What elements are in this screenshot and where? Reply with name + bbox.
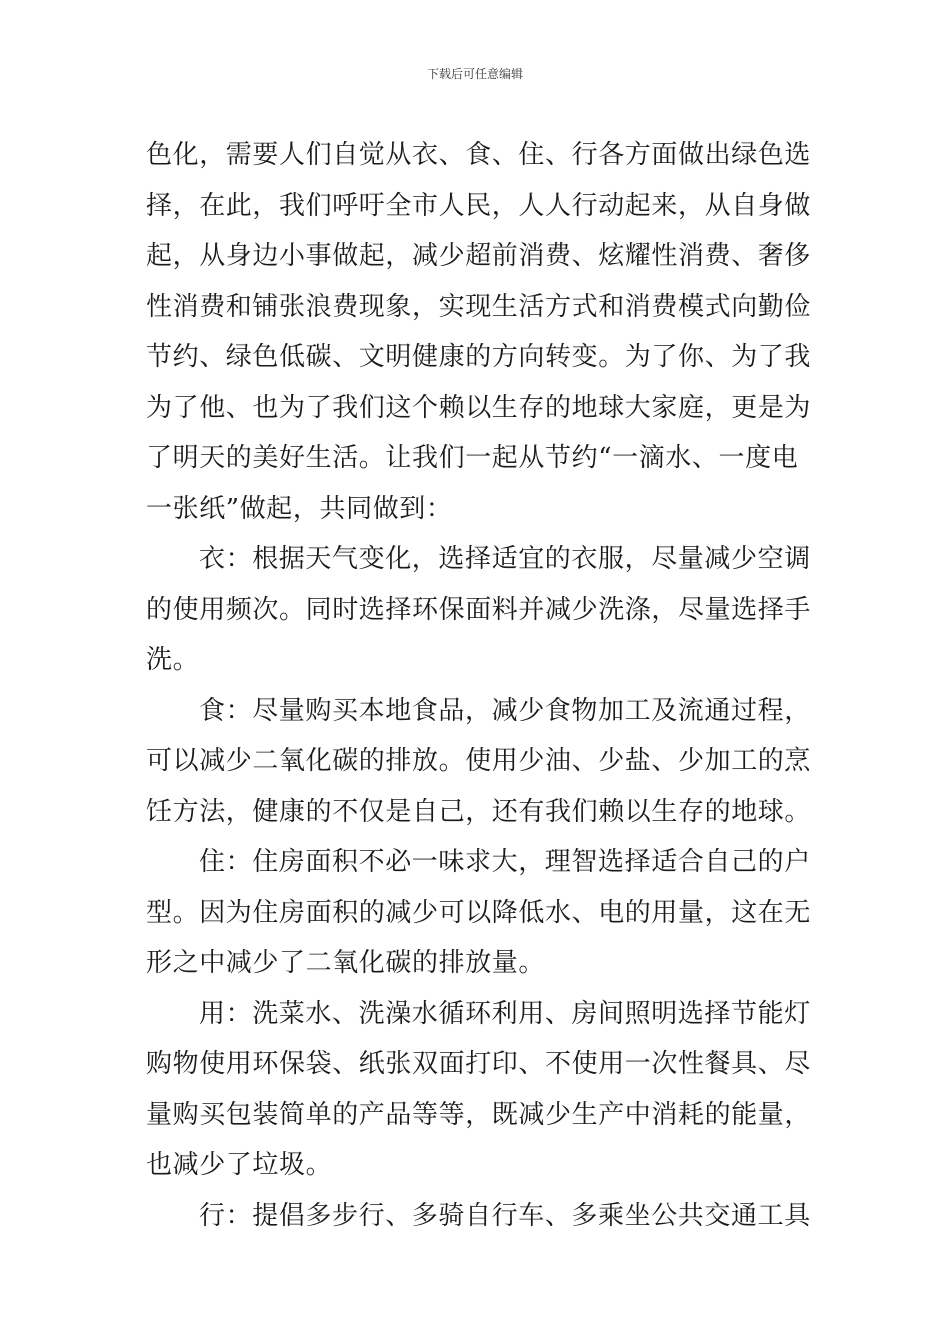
paragraph-intro (146, 130, 812, 534)
text-line: 行：提倡多步行、多骑自行车、多乘坐公共交通工具 (199, 1200, 811, 1231)
text-line: 量购买包装简单的产品等等，既减少生产中消耗的能量， (146, 1099, 812, 1130)
text-line: 也减少了垃圾。 (146, 1150, 333, 1180)
text-line: 为了他、也为了我们这个赖以生存的地球大家庭，更是为 (146, 392, 812, 423)
text-line: 起，从身边小事做起，减少超前消费、炫耀性消费、奢侈 (146, 241, 812, 271)
text-line: 一张纸”做起，共同做到： (146, 493, 453, 524)
text-line: 的使用频次。同时选择环保面料并减少洗涤，尽量选择手 (146, 594, 812, 625)
text-line: 食：尽量购买本地食品，减少食物加工及流通过程， (199, 695, 811, 726)
page-header: 下载后可任意编辑 (426, 67, 523, 81)
text-line: 住：住房面积不必一味求大，理智选择适合自己的户 (199, 847, 811, 877)
text-line: 形之中减少了二氧化碳的排放量。 (146, 948, 546, 978)
text-line: 择，在此，我们呼吁全市人民，人人行动起来，从自身做 (146, 190, 812, 221)
paragraph-clothing (146, 534, 812, 686)
text-line: 节约、绿色低碳、文明健康的方向转变。为了你、为了我 (146, 342, 812, 372)
text-line: 可以减少二氧化碳的排放。使用少油、少盐、少加工的烹 (146, 746, 812, 776)
paragraph-travel (146, 1191, 811, 1242)
paragraph-food (146, 686, 812, 838)
text-line: 饪方法，健康的不仅是自己，还有我们赖以生存的地球。 (146, 796, 812, 827)
text-line: 购物使用环保袋、纸张双面打印、不使用一次性餐具、尽 (146, 1049, 812, 1079)
text-line: 型。因为住房面积的减少可以降低水、电的用量，这在无 (146, 897, 812, 928)
document-body (146, 130, 812, 1241)
paragraph-housing (146, 837, 812, 989)
text-line: 性消费和铺张浪费现象，实现生活方式和消费模式向勤俭 (146, 291, 812, 322)
paragraph-usage (146, 989, 812, 1191)
text-line: 色化，需要人们自觉从衣、食、住、行各方面做出绿色选 (146, 140, 812, 170)
text-line: 了明天的美好生活。让我们一起从节约“一滴水、一度电 (146, 443, 799, 473)
text-line: 用：洗菜水、洗澡水循环利用、房间照明选择节能灯 (199, 998, 811, 1029)
text-line: 洗。 (146, 645, 200, 675)
text-line: 衣：根据天气变化，选择适宜的衣服，尽量减少空调 (199, 544, 811, 574)
